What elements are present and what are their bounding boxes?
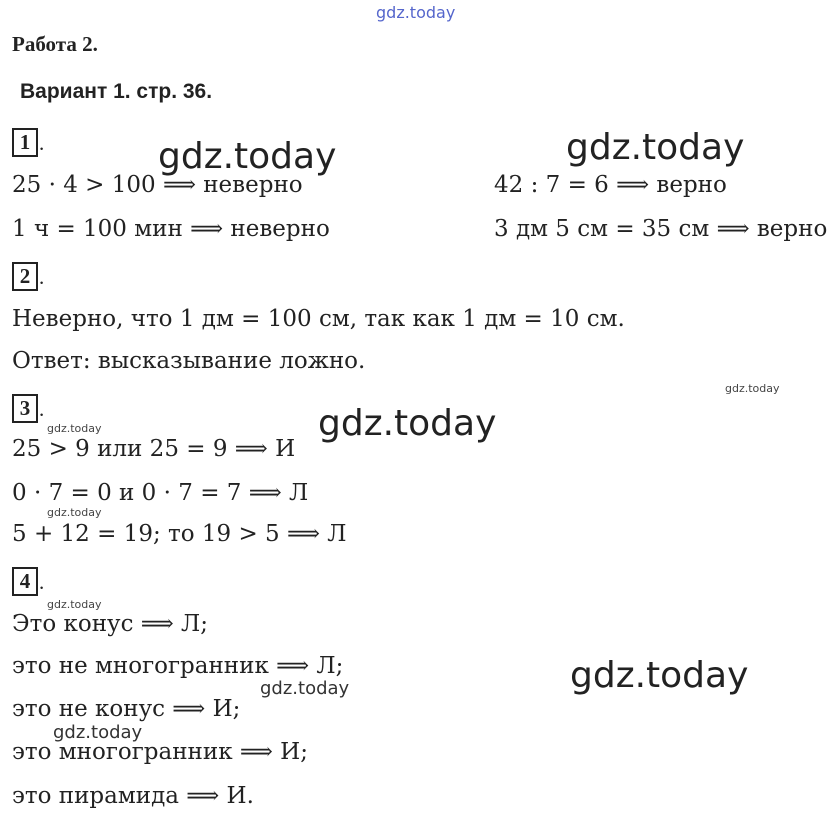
- task-4-line-3: это не конус ⟹ И;: [12, 696, 241, 722]
- watermark-small: gdz.today: [725, 382, 780, 395]
- task-number-dot: .: [39, 397, 45, 421]
- task-3-line-3: 5 + 12 = 19; то 19 > 5 ⟹ Л: [12, 521, 347, 547]
- task-2-line-2: Ответ: высказывание ложно.: [12, 348, 366, 374]
- task-4-line-1: Это конус ⟹ Л;: [12, 611, 208, 637]
- watermark-medium: gdz.today: [260, 678, 350, 699]
- watermark-small: gdz.today: [47, 422, 102, 435]
- task-4-line-2: это не многогранник ⟹ Л;: [12, 653, 344, 679]
- task-number-dot: .: [39, 570, 45, 594]
- page-title: Работа 2.: [12, 32, 98, 56]
- task-1-line-2: 42 : 7 = 6 ⟹ верно: [494, 172, 727, 198]
- task-1-line-4: 3 дм 5 см = 35 см ⟹ верно: [494, 216, 828, 242]
- task-4-line-5: это пирамида ⟹ И.: [12, 783, 254, 809]
- task-4-line-4: это многогранник ⟹ И;: [12, 739, 308, 765]
- watermark-top: gdz.today: [376, 3, 456, 22]
- watermark-big: gdz.today: [158, 136, 337, 177]
- task-number-1: 1: [12, 128, 38, 157]
- watermark-big: gdz.today: [566, 127, 745, 168]
- variant-subtitle: Вариант 1. стр. 36.: [20, 80, 213, 103]
- task-number-2: 2: [12, 262, 38, 291]
- watermark-medium: gdz.today: [53, 722, 143, 743]
- watermark-big: gdz.today: [318, 403, 497, 444]
- task-3-line-2: 0 · 7 = 0 и 0 · 7 = 7 ⟹ Л: [12, 480, 309, 506]
- task-number-dot: .: [39, 265, 45, 289]
- task-number-3: 3: [12, 394, 38, 423]
- task-number-4: 4: [12, 567, 38, 596]
- task-1-line-3: 1 ч = 100 мин ⟹ неверно: [12, 216, 330, 242]
- task-1-line-1: 25 · 4 > 100 ⟹ неверно: [12, 172, 303, 198]
- task-2-line-1: Неверно, что 1 дм = 100 см, так как 1 дм = 10 см.: [12, 306, 625, 332]
- task-number-dot: .: [39, 131, 45, 155]
- task-3-line-1: 25 > 9 или 25 = 9 ⟹ И: [12, 436, 296, 462]
- watermark-small: gdz.today: [47, 506, 102, 519]
- watermark-big: gdz.today: [570, 655, 749, 696]
- watermark-small: gdz.today: [47, 598, 102, 611]
